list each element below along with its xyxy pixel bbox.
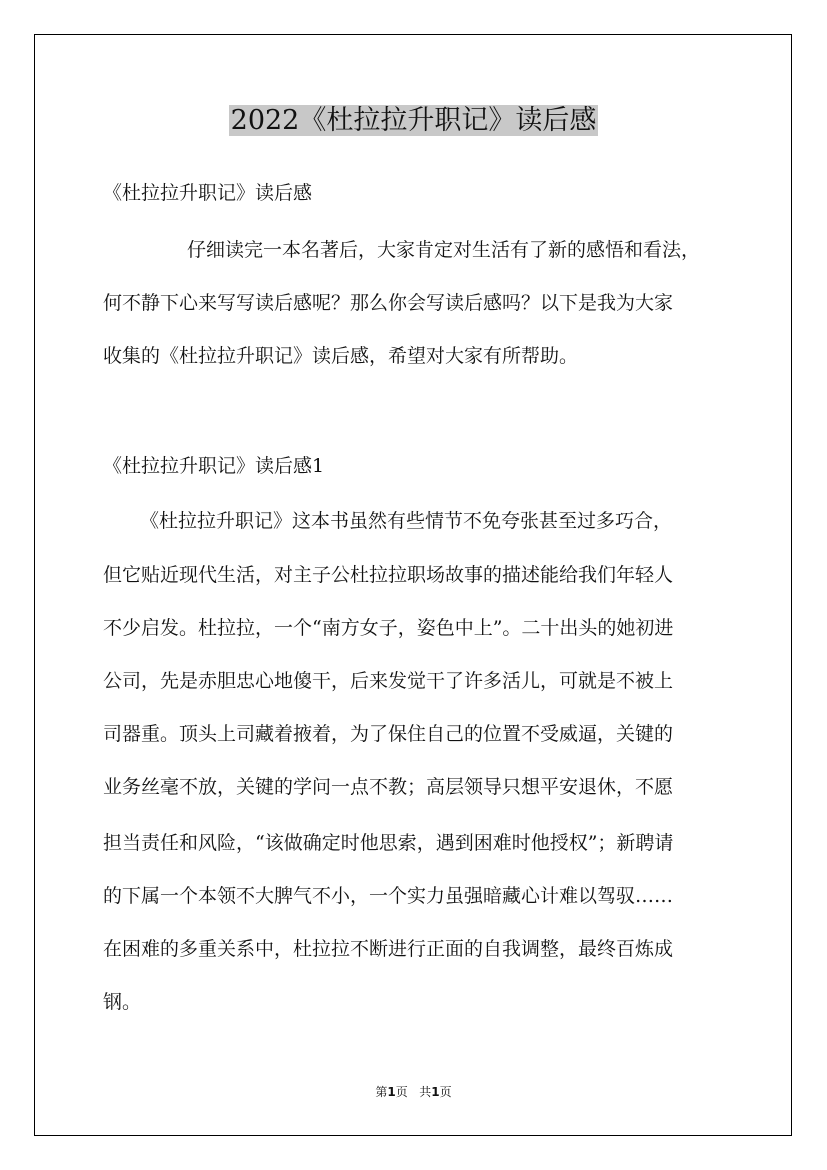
footer-page-suffix: 页 (395, 1085, 408, 1099)
footer-page-number: 1 (387, 1085, 396, 1099)
intro-line: 仔细读完一本名著后，大家肯定对生活有了新的感悟和看法， (187, 239, 701, 261)
intro-line: 收集的《杜拉拉升职记》读后感，希望对大家有所帮助。 (103, 345, 579, 367)
footer-total-suffix: 页 (439, 1085, 452, 1099)
page-footer (0, 1083, 827, 1101)
footer-page-prefix: 第 (375, 1085, 388, 1099)
body-line: 不少启发。杜拉拉，一个“南方女子，姿色中上”。二十出头的她初进 (103, 617, 674, 639)
body-line: 在困难的多重关系中，杜拉拉不断进行正面的自我调整，最终百炼成 (103, 938, 674, 960)
body-line: 公司，先是赤胆忠心地傻干，后来发觉干了许多活儿，可就是不被上 (103, 670, 674, 692)
body-line: 但它贴近现代生活，对主子公杜拉拉职场故事的描述能给我们年轻人 (103, 564, 674, 586)
footer-total-prefix: 共 (419, 1085, 432, 1099)
intro-line: 何不静下心来写写读后感呢？那么你会写读后感吗？以下是我为大家 (103, 292, 674, 314)
body-line: 《杜拉拉升职记》这本书虽然有些情节不免夸张甚至过多巧合， (140, 510, 673, 532)
body-line: 钢。 (103, 991, 142, 1013)
body-line: 业务丝毫不放，关键的学问一点不教；高层领导只想平安退休，不愿 (103, 776, 674, 798)
body-line: 的下属一个本领不大脾气不小，一个实力虽强暗藏心计难以驾驭…… (103, 885, 674, 907)
footer-total-number: 1 (431, 1085, 440, 1099)
body-line: 担当责任和风险，“该做确定时他思索，遇到困难时他授权”；新聘请 (103, 832, 674, 854)
subtitle: 《杜拉拉升职记》读后感 (103, 182, 313, 204)
document-title-text: 2022《杜拉拉升职记》读后感 (230, 105, 597, 136)
body-line: 司器重。顶头上司藏着掖着，为了保住自己的位置不受威逼，关键的 (103, 723, 674, 745)
section-heading: 《杜拉拉升职记》读后感1 (103, 455, 325, 477)
document-title (0, 101, 827, 141)
